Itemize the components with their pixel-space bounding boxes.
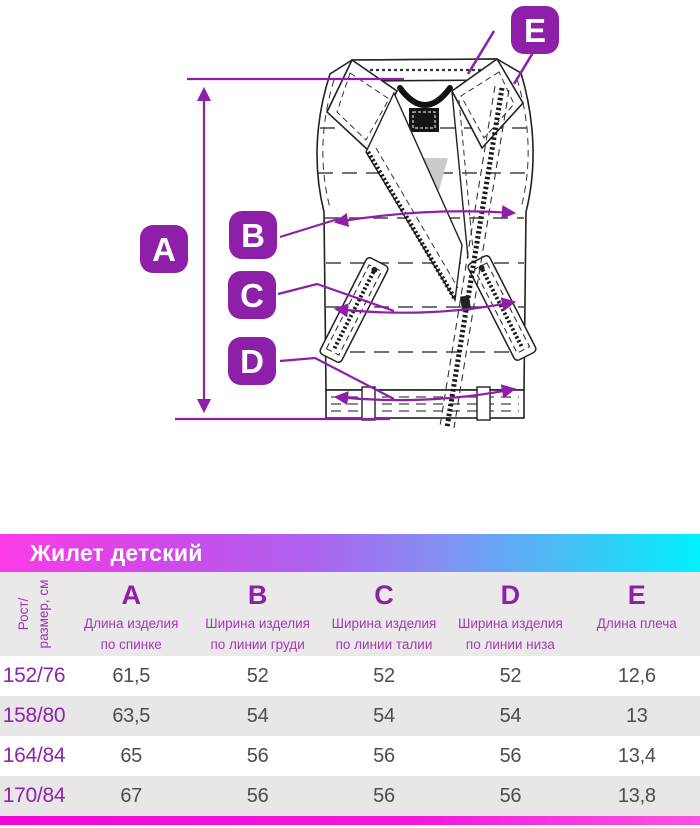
value-cell: 61,5 <box>112 664 151 687</box>
column-letter: C <box>374 580 394 610</box>
size-cell: 152/76 <box>2 664 66 687</box>
table-row <box>0 736 700 776</box>
badge-E-letter: E <box>523 12 547 49</box>
table-row <box>0 776 700 816</box>
column-letter: B <box>247 580 268 610</box>
value-cell: 56 <box>373 744 395 767</box>
table-row <box>0 656 700 696</box>
badge-B-letter: B <box>241 217 265 254</box>
title-bar <box>0 534 700 572</box>
column-description <box>205 614 310 655</box>
column-header-B <box>194 572 320 656</box>
value-cell: 56 <box>373 784 395 807</box>
value-cell: 56 <box>246 744 269 767</box>
column-description-line2: по линии низа <box>465 636 555 652</box>
value-cell: 56 <box>499 744 522 767</box>
value-cell: 54 <box>499 704 522 727</box>
column-description <box>332 614 437 655</box>
table-header <box>0 572 700 656</box>
column-letter: E <box>627 580 646 610</box>
column-description-line2: по спинке <box>100 636 162 652</box>
table-row <box>0 696 700 736</box>
value-cell: 54 <box>373 704 395 727</box>
column-description <box>84 614 178 655</box>
size-cell: 158/80 <box>2 704 66 727</box>
row-header-label <box>14 580 55 649</box>
page-title: Жилет детский <box>30 539 203 566</box>
column-description-line1: Длина плеча <box>596 616 677 632</box>
column-letter: A <box>121 580 141 610</box>
value-cell: 52 <box>499 664 522 687</box>
row-header-line2: размер, см <box>36 579 51 649</box>
column-description-line2: по линии груди <box>210 636 305 652</box>
size-cell: 170/84 <box>2 784 66 807</box>
column-header-C <box>321 572 447 656</box>
value-cell: 52 <box>373 664 395 687</box>
table-body <box>0 656 700 816</box>
value-cell: 65 <box>120 744 143 767</box>
column-description-line1: Ширина изделия <box>205 616 310 632</box>
column-header-E <box>574 572 700 656</box>
value-cell: 54 <box>246 704 269 727</box>
value-cell: 13,4 <box>617 744 656 767</box>
column-description-line1: Ширина изделия <box>458 616 563 632</box>
column-description-line1: Ширина изделия <box>331 616 437 632</box>
row-header-cell <box>0 572 68 656</box>
value-cell: 56 <box>246 784 269 807</box>
value-cell: 13,8 <box>617 784 656 807</box>
column-header-D <box>447 572 573 656</box>
column-description <box>458 614 563 655</box>
badge-D-letter: D <box>240 343 264 380</box>
value-cell: 56 <box>499 784 522 807</box>
column-header-A <box>68 572 194 656</box>
column-description-line1: Длина изделия <box>84 616 179 632</box>
value-cell: 12,6 <box>617 664 656 687</box>
bottom-accent-bar <box>0 816 700 825</box>
badge-A-letter: A <box>152 231 176 268</box>
column-letter: D <box>500 580 521 610</box>
value-cell: 67 <box>120 784 143 807</box>
badge-C-letter: C <box>240 277 264 314</box>
row-header-line1: Рост/ <box>15 597 31 631</box>
value-cell: 52 <box>246 664 269 687</box>
size-cell: 164/84 <box>2 744 66 767</box>
column-description <box>597 614 677 634</box>
value-cell: 63,5 <box>112 704 151 727</box>
value-cell: 13 <box>625 704 648 727</box>
column-description-line2: по линии талии <box>335 636 433 652</box>
